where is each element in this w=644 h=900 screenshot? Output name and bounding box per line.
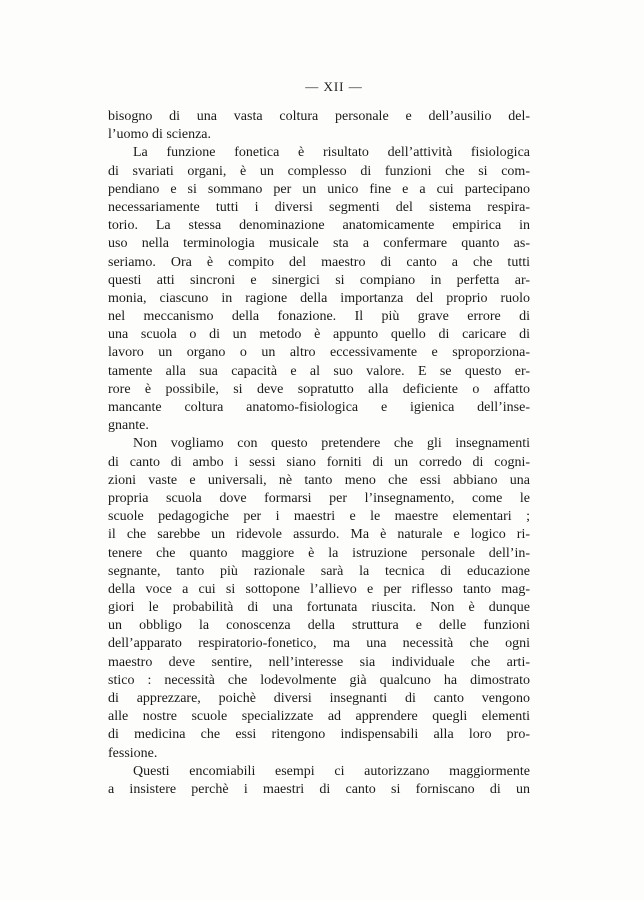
text-line: fessione.	[108, 745, 158, 761]
text-line: rore è possibile, si deve sopratutto alla deficiente o affatto	[108, 381, 530, 397]
text-line: a insistere perchè i maestri di canto si forniscano di un	[108, 781, 530, 797]
text-line: nel meccanismo della fonazione. Il più grave errore di	[108, 309, 530, 325]
text-line: di svariati organi, è un complesso di funzioni che si com-	[108, 163, 530, 179]
text-line: torio. La stessa denominazione anatomicamente empirica in	[108, 218, 530, 234]
text-line: un obbligo la conoscenza della struttura e delle funzioni	[108, 618, 530, 634]
text-line: pendiano e si sommano per un unico fine e a cui partecipano	[108, 181, 530, 197]
text-line: zioni vaste e universali, nè tanto meno che essi abbiano una	[108, 472, 530, 488]
text-line: Non vogliamo con questo pretendere che gli insegnamenti	[133, 436, 530, 452]
text-line: di canto di ambo i sessi siano forniti di un corredo di cogni-	[108, 454, 530, 470]
text-line: necessariamente tutti i diversi segmenti del sistema respira-	[108, 199, 530, 215]
text-line: stico : necessità che lodevolmente già qualcuno ha dimostrato	[108, 672, 530, 688]
text-line: della voce a cui si sottopone l’allievo e per riflesso tanto mag-	[108, 581, 530, 597]
text-line: lavoro un organo o un altro eccessivamente e sproporziona-	[108, 345, 530, 361]
text-line: dell’apparato respiratorio-fonetico, ma una necessità che ogni	[108, 636, 530, 652]
text-line: uso nella terminologia musicale sta a confermare quanto as-	[108, 236, 530, 252]
body-text	[108, 108, 530, 799]
text-line: una scuola o di un metodo è appunto quello di caricare di	[108, 327, 530, 343]
text-line: scuole pedagogiche per i maestri e le maestre elementari ;	[108, 509, 530, 525]
text-line: segnante, tanto più razionale sarà la tecnica di educazione	[108, 563, 530, 579]
text-line: di apprezzare, poichè diversi insegnanti di canto vengono	[108, 691, 530, 706]
text-line: seriamo. Ora è compito del maestro di canto a che tutti	[108, 254, 530, 270]
text-line: alle nostre scuole specializzate ad apprendere quegli elementi	[108, 709, 530, 725]
paragraph-3	[108, 435, 530, 762]
paragraph-4	[108, 763, 530, 799]
text-line: Questi encomiabili esempi ci autorizzano maggiormente	[133, 763, 530, 779]
paragraph-1	[108, 108, 530, 144]
text-line: gnante.	[108, 418, 149, 434]
text-line: La funzione fonetica è risultato dell’attività fisiologica	[133, 145, 530, 161]
text-line: il che sarebbe un ridevole assurdo. Ma è naturale e logico ri-	[108, 527, 530, 543]
text-line: propria scuola dove formarsi per l’insegnamento, come le	[108, 490, 530, 506]
text-line: l’uomo di scienza.	[108, 127, 212, 143]
page-number: — XII —	[305, 79, 363, 94]
text-line: mancante coltura anatomo-fisiologica e igienica dell’inse-	[108, 400, 530, 415]
text-line: monia, ciascuno in ragione della importanza del proprio ruolo	[108, 290, 530, 306]
text-line: tenere che quanto maggiore è la istruzione personale dell’in-	[108, 545, 530, 561]
text-line: questi atti sincroni e sinergici si compiano in perfetta ar-	[108, 272, 530, 288]
text-line: tamente alla sua capacità e al suo valore. E se questo er-	[108, 363, 530, 379]
text-line: maestro deve sentire, nell’interesse sia individuale che arti-	[108, 654, 530, 670]
text-line: bisogno di una vasta coltura personale e dell’ausilio del-	[108, 109, 530, 124]
text-line: giori le probabilità di una fortunata riuscita. Non è dunque	[108, 600, 530, 616]
paragraph-2	[108, 144, 530, 435]
text-line: di medicina che essi ritengono indispensabili alla loro pro-	[108, 727, 530, 743]
